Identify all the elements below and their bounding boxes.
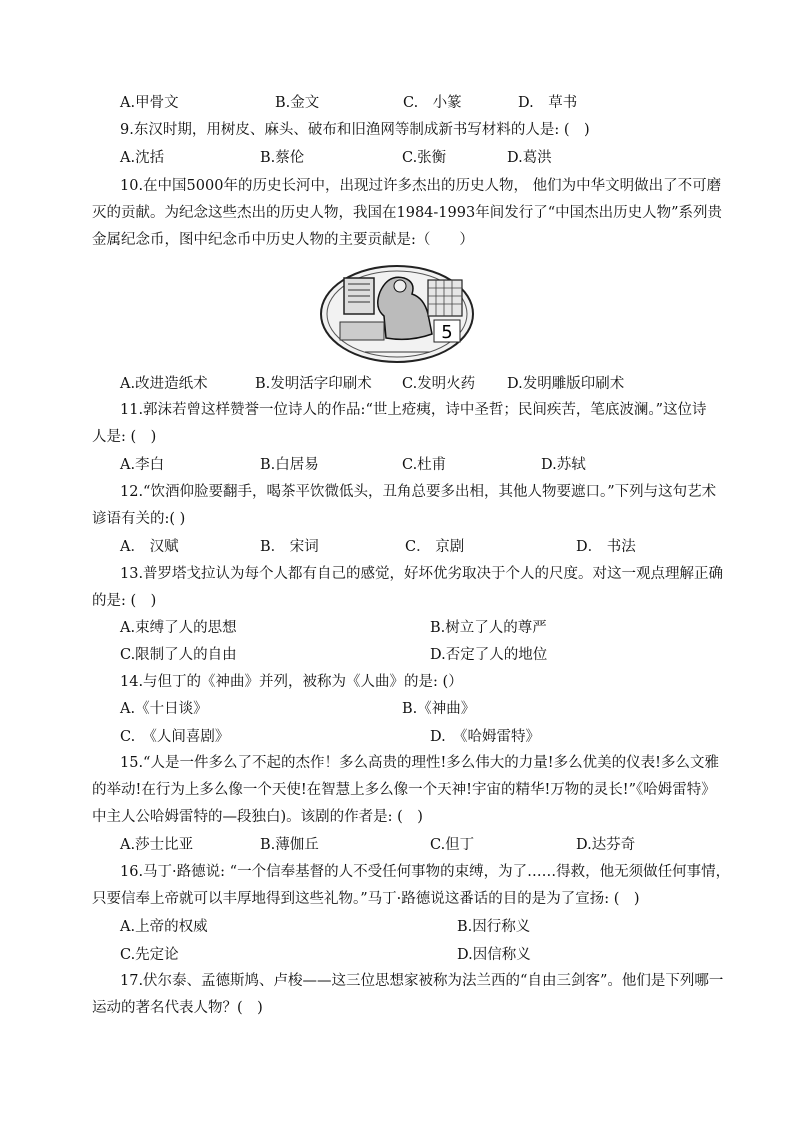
q14-stem: 14.与但丁的《神曲》并列，被称为《人曲》的是: (） xyxy=(120,674,463,690)
q12-option-c: C． 京剧 xyxy=(405,539,465,555)
q16-stem-line-2: 只要信奉上帝就可以丰厚地得到这些礼物。”马丁·路德说这番话的目的是为了宣扬: ( ) xyxy=(92,891,640,907)
q9-option-d: D.葛洪 xyxy=(507,150,552,166)
q8-option-a: A.甲骨文 xyxy=(120,95,179,111)
q12-option-b: B． 宋词 xyxy=(260,539,319,555)
commemorative-coin-image xyxy=(320,264,475,364)
q11-stem-line-2: 人是: ( ) xyxy=(92,429,157,445)
q17-stem-line-2: 运动的著名代表人物？( ) xyxy=(92,1000,263,1016)
q11-option-a: A.李白 xyxy=(120,457,165,473)
q13-option-b: B.树立了人的尊严 xyxy=(430,620,547,636)
q16-option-a: A.上帝的权威 xyxy=(120,919,208,935)
q15-stem-line-3: 中主人公哈姆雷特的—段独白)。该剧的作者是: ( ) xyxy=(92,809,423,825)
q14-option-c: C. 《人间喜剧》 xyxy=(120,729,230,745)
q9-option-c: C.张衡 xyxy=(402,150,447,166)
q10-option-d: D.发明雕版印刷术 xyxy=(507,376,625,392)
q8-option-b: B.金文 xyxy=(275,95,320,111)
q14-option-d: D. 《哈姆雷特》 xyxy=(430,729,540,745)
q15-option-c: C.但丁 xyxy=(430,837,475,853)
q12-stem-line-1: 12.“饮酒仰脸要翻手，喝茶平饮微低头，丑角总要多出相，其他人物要遮口。”下列与这句艺术 xyxy=(120,484,717,500)
q13-option-d: D.否定了人的地位 xyxy=(430,647,548,663)
q13-stem-line-2: 的是: ( ) xyxy=(92,593,157,609)
q9-stem: 9.东汉时期，用树皮、麻头、破布和旧渔网等制成新书写材料的人是: ( ) xyxy=(120,122,590,138)
q15-stem-line-2: 的举动!在行为上多么像一个天使!在智慧上多么像一个天神!宇宙的精华!万物的灵长!”《哈姆雷特》 xyxy=(92,782,716,798)
q13-option-c: C.限制了人的自由 xyxy=(120,647,237,663)
q13-stem-line-1: 13.普罗塔戈拉认为每个人都有自己的感觉，好坏优劣取决于个人的尺度。对这一观点理解正确 xyxy=(120,566,724,582)
q15-option-a: A.莎士比亚 xyxy=(120,837,194,853)
q10-stem-line-3: 金属纪念币，图中纪念币中历史人物的主要贡献是:（ ） xyxy=(92,232,474,248)
q8-option-d: D. 草书 xyxy=(518,95,578,111)
q10-option-a: A.改进造纸术 xyxy=(120,376,208,392)
q8-option-c: C. 小篆 xyxy=(403,95,462,111)
q9-option-a: A.沈括 xyxy=(120,150,165,166)
q10-option-b: B.发明活字印刷术 xyxy=(255,376,372,392)
q14-option-b: B.《神曲》 xyxy=(402,701,476,717)
q10-stem-line-1: 10.在中国5000年的历史长河中，出现过许多杰出的历史人物， 他们为中华文明做出了不可磨 xyxy=(120,178,722,194)
q12-option-d: D． 书法 xyxy=(576,539,636,555)
q16-stem-line-1: 16.马丁·路德说: “一个信奉基督的人不受任何事物的束缚，为了……得救，他无须做任何事情， xyxy=(120,864,731,880)
q15-option-b: B.薄伽丘 xyxy=(260,837,319,853)
q12-option-a: A． 汉赋 xyxy=(120,539,179,555)
q11-stem-line-1: 11.郭沫若曾这样赞誉一位诗人的作品:“世上疮痍，诗中圣哲；民间疾苦，笔底波澜。”这位诗 xyxy=(120,402,707,418)
q16-option-d: D.因信称义 xyxy=(457,947,531,963)
q13-option-a: A.束缚了人的思想 xyxy=(120,620,237,636)
q11-option-d: D.苏轼 xyxy=(541,457,586,473)
q11-option-b: B.白居易 xyxy=(260,457,319,473)
q16-option-b: B.因行称义 xyxy=(457,919,531,935)
q12-stem-line-2: 谚语有关的:( ) xyxy=(92,511,186,527)
q11-option-c: C.杜甫 xyxy=(402,457,447,473)
coin-illustration xyxy=(320,264,475,364)
q15-stem-line-1: 15.“人是一件多么了不起的杰作！多么高贵的理性!多么伟大的力量!多么优美的仪表!多么文雅 xyxy=(120,755,719,771)
q9-option-b: B.蔡伦 xyxy=(260,150,305,166)
q17-stem-line-1: 17.伏尔泰、孟德斯鸠、卢梭——这三位思想家被称为法兰西的“自由三剑客”。他们是下列哪一 xyxy=(120,973,724,989)
q10-stem-line-2: 灭的贡献。为纪念这些杰出的历史人物，我国在1984-1993年间发行了“中国杰出历史人物”系列贵 xyxy=(92,205,723,221)
q14-option-a: A.《十日谈》 xyxy=(120,701,208,717)
q16-option-c: C.先定论 xyxy=(120,947,179,963)
coin-denomination: 5 xyxy=(441,322,453,343)
q15-option-d: D.达芬奇 xyxy=(576,837,636,853)
q10-option-c: C.发明火药 xyxy=(402,376,476,392)
